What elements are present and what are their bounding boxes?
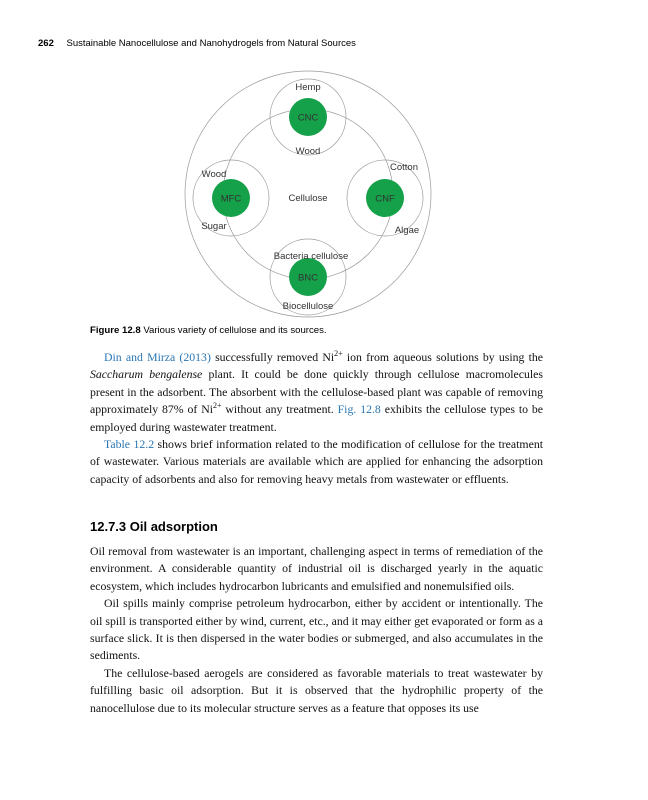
paragraph-5: The cellulose-based aerogels are considered as favorable materials to treat wastewater by fulfilling basic oil adsorption. But it is observed that the hydrophilic property of the nanocellulose due to its molecular structure serves as a feature that opposes its use	[90, 665, 543, 715]
biocellulose-label: Biocellulose	[282, 301, 334, 312]
citation-din-mirza[interactable]: Din and Mirza (2013)	[104, 350, 211, 364]
cotton-label: Cotton	[390, 162, 418, 173]
paragraph-4: Oil spills mainly comprise petroleum hydrocarbon, either by accident or intentionally. The oil spill is transported either by wind, current, etc., and it may either get evaporated or form as a surface slick. It is then dispersed in the water bodies or submerged, and also accumulates in the sediments.	[90, 596, 543, 663]
paragraph-1: Din and Mirza (2013) successfully removed $Ni^{2+}$ ion from aqueous solutions by using the Saccharum bengalense plant. It could be done quickly through cellulose macromolecules present in the adsorbent. The absorbent with the cellulose-based plant was capable of removing approximately 87% of $Ni^{2+}$ without any treatment. Fig. 12.8 exhibits the cellulose types to be employed during wastewater treatment.	[90, 349, 544, 434]
algae-label: Algae	[394, 225, 420, 236]
figure-caption-label: Figure 12.8	[90, 325, 141, 336]
mfc-label: MFC	[220, 193, 242, 205]
cnc-label: CNC	[297, 112, 319, 124]
page-number: 262	[38, 38, 54, 49]
table-reference-link[interactable]: Table 12.2	[104, 437, 155, 452]
center-label: Cellulose	[288, 193, 328, 204]
species-name: Saccharum bengalense	[90, 367, 203, 382]
bnc-label: BNC	[297, 272, 319, 284]
bacteria-cellulose-label: Bacteria cellulose	[273, 251, 349, 262]
paragraph-2: Table 12.2 shows brief information related to the modification of cellulose for the treatment of wastewater. Various materials are available which are applied for enhancing the adsorption capacity of adsorbents and also for removing heavy metals from wastewater or effluents.	[90, 437, 543, 486]
left-wood-label: Wood	[201, 169, 227, 180]
body-text-bottom	[90, 543, 543, 717]
cnf-label: CNF	[375, 193, 395, 205]
figure-caption-text: Various variety of cellulose and its sources.	[143, 325, 327, 336]
running-title: Sustainable Nanocellulose and Nanohydrogels from Natural Sources	[66, 38, 356, 49]
hemp-label: Hemp	[295, 82, 321, 93]
paragraph-3: Oil removal from wastewater is an important, challenging aspect in terms of remediation of the environment. A considerable quantity of industrial oil is discharged yearly in the aquatic ecosystem, which includes hydrocarbon lubricants and emulsified and nonemulsified oils.	[90, 544, 543, 593]
figure-reference-link[interactable]: Fig. 12.8	[337, 402, 381, 417]
section-heading: 12.7.3 Oil adsorption	[90, 519, 218, 534]
top-wood-label: Wood	[295, 146, 321, 157]
cellulose-diagram	[178, 70, 438, 318]
figure-caption	[90, 325, 327, 336]
body-text-top	[90, 349, 543, 488]
running-header	[38, 38, 356, 49]
sugar-label: Sugar	[201, 221, 227, 232]
